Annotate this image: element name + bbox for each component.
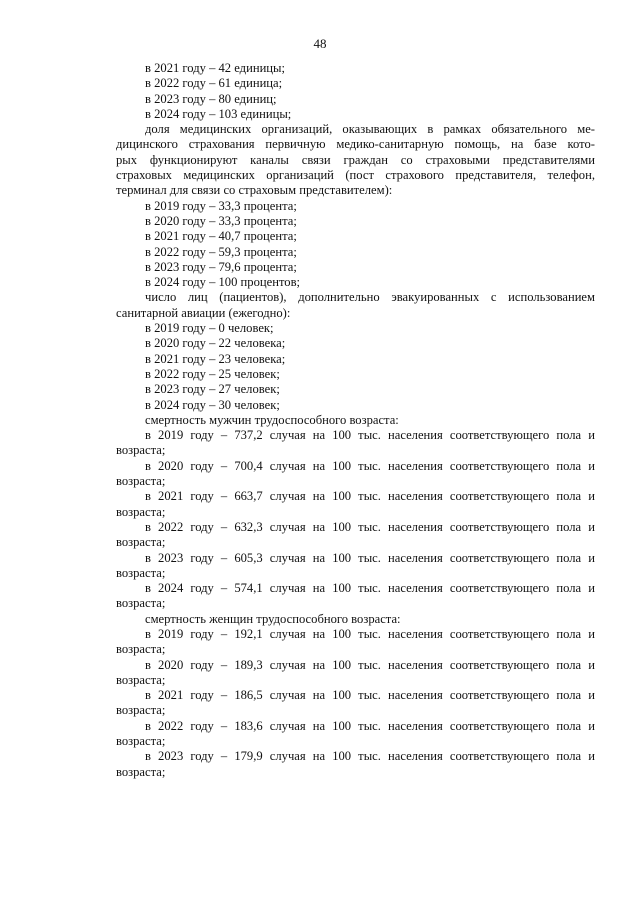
text-line: доля медицинских организаций, оказывающих в рамках обязательного ме- (145, 122, 595, 137)
text-line: возраста; (116, 672, 166, 687)
text-line: в 2023 году – 179,9 случая на 100 тыс. населения соответствующего пола и (145, 749, 595, 764)
text-line: рых функционируют каналы связи граждан со страховыми представителями (116, 152, 595, 167)
text-line: число лиц (пациентов), дополнительно эвакуированных с использованием (145, 290, 595, 305)
text-line: смертность мужчин трудоспособного возраста: (145, 412, 399, 427)
text-line: в 2024 году – 30 человек; (145, 397, 280, 412)
text-line: возраста; (116, 734, 166, 749)
text-line: в 2019 году – 33,3 процента; (145, 198, 297, 213)
text-line: в 2024 году – 574,1 случая на 100 тыс. населения соответствующего пола и (145, 581, 595, 596)
text-line: смертность женщин трудоспособного возраста: (145, 611, 401, 626)
text-line: в 2023 году – 79,6 процента; (145, 259, 297, 274)
text-line: в 2020 году – 189,3 случая на 100 тыс. населения соответствующего пола и (145, 657, 595, 672)
text-line: возраста; (116, 596, 166, 611)
text-line: возраста; (116, 565, 166, 580)
text-line: дицинского страхования первичную медико-санитарную помощь, на базе кото- (116, 137, 595, 152)
text-line: возраста; (116, 504, 166, 519)
text-line: возраста; (116, 642, 166, 657)
text-line: санитарной авиации (ежегодно): (116, 305, 291, 320)
text-line: возраста; (116, 535, 166, 550)
text-line: в 2019 году – 0 человек; (145, 321, 274, 336)
text-line: в 2020 году – 700,4 случая на 100 тыс. населения соответствующего пола и (145, 458, 595, 473)
text-line: терминал для связи со страховым представителем): (116, 183, 393, 198)
text-line: в 2024 году – 103 единицы; (145, 106, 292, 121)
text-line: в 2019 году – 737,2 случая на 100 тыс. населения соответствующего пола и (145, 428, 595, 443)
text-line: в 2023 году – 27 человек; (145, 382, 280, 397)
text-line: в 2022 году – 25 человек; (145, 366, 280, 381)
text-line: в 2021 году – 40,7 процента; (145, 229, 297, 244)
text-line: возраста; (116, 443, 166, 458)
text-line: возраста; (116, 474, 166, 489)
text-line: в 2022 году – 59,3 процента; (145, 244, 297, 259)
text-line: в 2021 году – 186,5 случая на 100 тыс. населения соответствующего пола и (145, 688, 595, 703)
page-number: 48 (313, 36, 327, 51)
text-line: возраста; (116, 703, 166, 718)
text-line: в 2021 году – 663,7 случая на 100 тыс. населения соответствующего пола и (145, 489, 595, 504)
text-line: в 2023 году – 605,3 случая на 100 тыс. населения соответствующего пола и (145, 550, 595, 565)
text-line: в 2024 году – 100 процентов; (145, 275, 301, 290)
text-line: в 2022 году – 183,6 случая на 100 тыс. населения соответствующего пола и (145, 718, 595, 733)
text-line: в 2021 году – 23 человека; (145, 351, 286, 366)
text-line: в 2022 году – 632,3 случая на 100 тыс. населения соответствующего пола и (145, 519, 595, 534)
text-line: в 2021 году – 42 единицы; (145, 61, 286, 75)
text-line: в 2022 году – 61 единица; (145, 76, 283, 91)
text-line: в 2020 году – 33,3 процента; (145, 213, 297, 228)
text-line: в 2023 году – 80 единиц; (145, 91, 277, 106)
text-line: страховых медицинских организаций (пост страхового представителя, телефон, (116, 168, 595, 183)
text-line: возраста; (116, 764, 166, 779)
document-body (116, 61, 595, 780)
text-line: в 2020 году – 22 человека; (145, 336, 286, 351)
text-line: в 2019 году – 192,1 случая на 100 тыс. населения соответствующего пола и (145, 626, 595, 641)
